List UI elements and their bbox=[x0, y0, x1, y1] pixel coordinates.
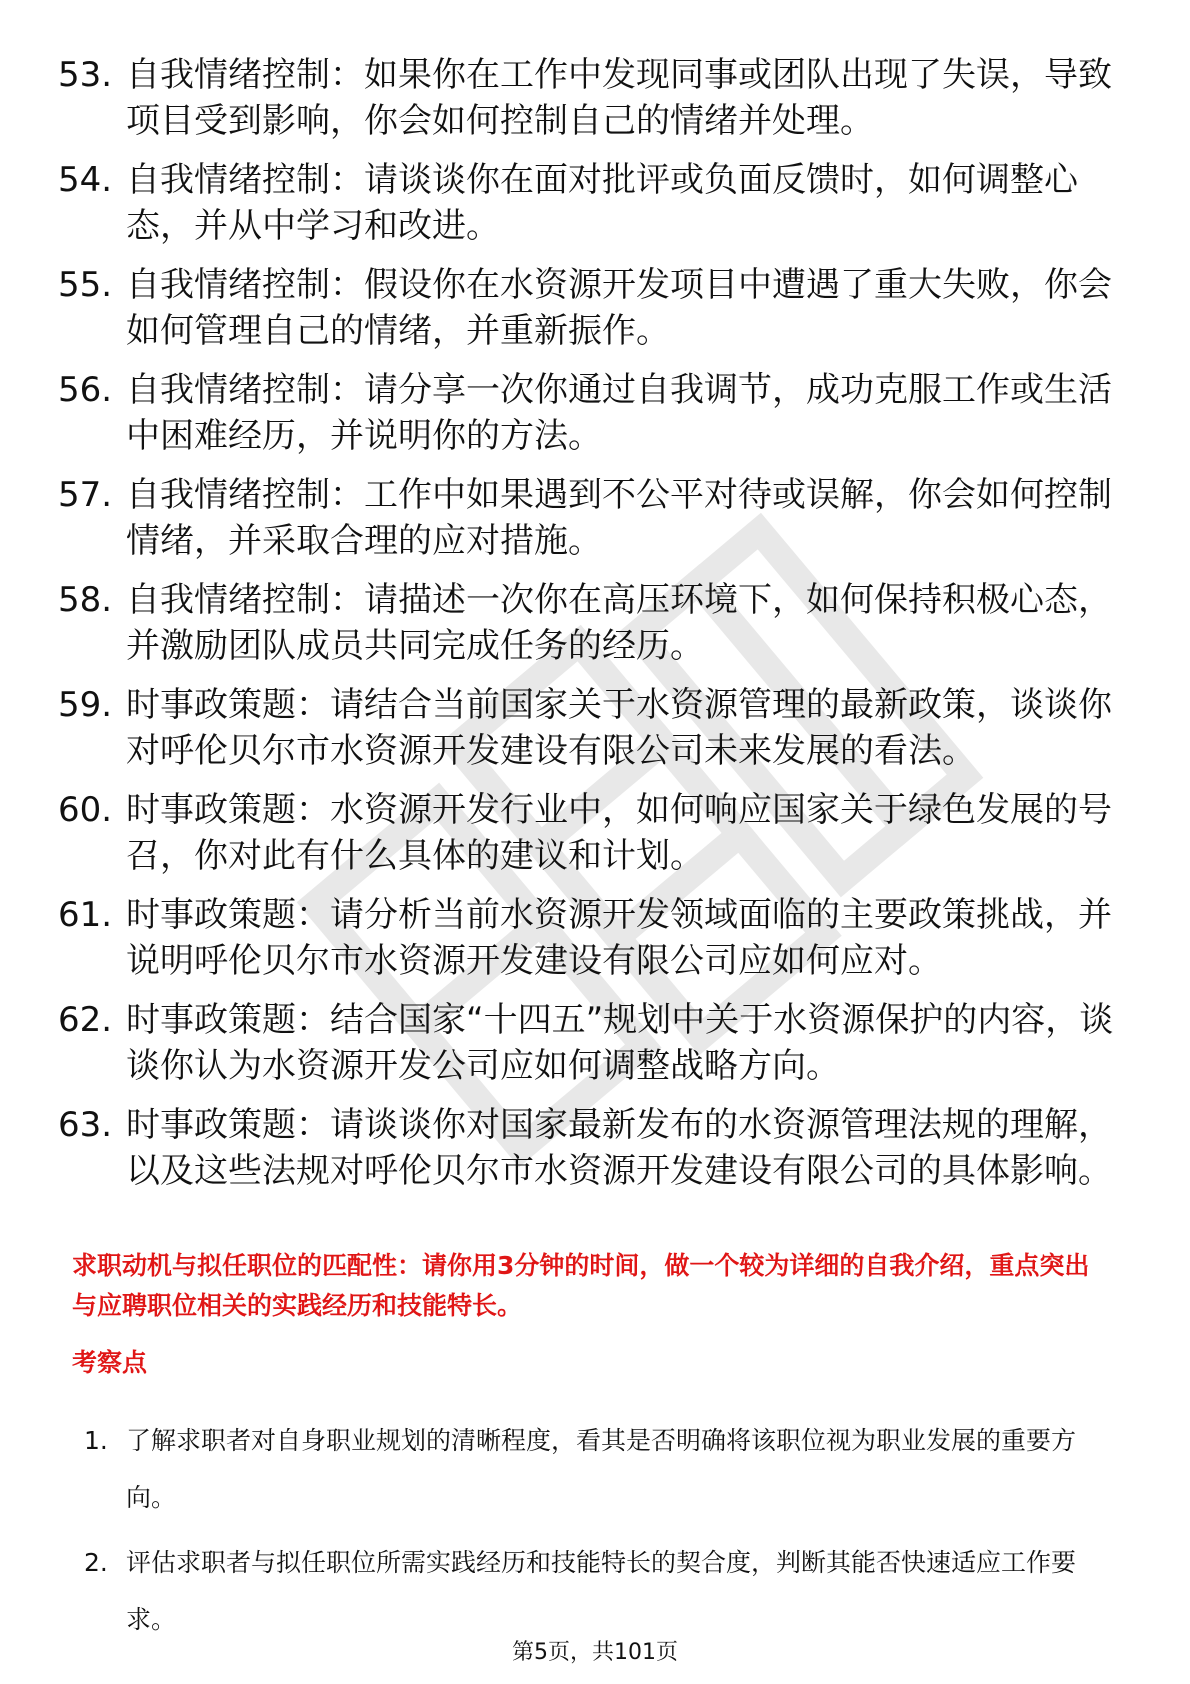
question-item bbox=[58, 367, 1118, 459]
question-item bbox=[58, 682, 1118, 774]
question-text: 自我情绪控制：工作中如果遇到不公平对待或误解，你会如何控制情绪，并采取合理的应对措施。 bbox=[126, 475, 1112, 561]
assessment-points-heading: 考察点 bbox=[72, 1348, 148, 1377]
question-item bbox=[58, 472, 1118, 564]
question-number: 59. bbox=[58, 685, 113, 725]
assessment-point-text: 了解求职者对自身职业规划的清晰程度，看其是否明确将该职位视为职业发展的重要方向。 bbox=[126, 1426, 1077, 1512]
question-item bbox=[58, 1102, 1118, 1194]
question-text: 时事政策题：水资源开发行业中，如何响应国家关于绿色发展的号召，你对此有什么具体的建议和计划。 bbox=[126, 790, 1112, 876]
question-text: 自我情绪控制：请描述一次你在高压环境下，如何保持积极心态，并激励团队成员共同完成任务的经历。 bbox=[126, 580, 1112, 666]
page-footer: 第5页，共101页 bbox=[512, 1640, 678, 1665]
question-number: 61. bbox=[58, 895, 113, 935]
question-item bbox=[58, 577, 1118, 669]
question-text: 时事政策题：请谈谈你对国家最新发布的水资源管理法规的理解，以及这些法规对呼伦贝尔市水资源开发建设有限公司的具体影响。 bbox=[126, 1105, 1112, 1191]
question-number: 53. bbox=[58, 55, 113, 95]
question-text: 自我情绪控制：假设你在水资源开发项目中遭遇了重大失败，你会如何管理自己的情绪，并重新振作。 bbox=[126, 265, 1112, 351]
question-text: 自我情绪控制：如果你在工作中发现同事或团队出现了失误，导致项目受到影响，你会如何控制自己的情绪并处理。 bbox=[126, 55, 1112, 141]
motive-question: 求职动机与拟任职位的匹配性：请你用3分钟的时间，做一个较为详细的自我介绍，重点突出与应聘职位相关的实践经历和技能特长。 bbox=[72, 1251, 1090, 1320]
question-item bbox=[58, 52, 1118, 144]
assessment-point-number: 2. bbox=[84, 1548, 108, 1577]
question-text: 时事政策题：请分析当前水资源开发领域面临的主要政策挑战，并说明呼伦贝尔市水资源开发建设有限公司应如何应对。 bbox=[126, 895, 1112, 981]
question-text: 时事政策题：请结合当前国家关于水资源管理的最新政策，谈谈你对呼伦贝尔市水资源开发建设有限公司未来发展的看法。 bbox=[126, 685, 1112, 771]
question-number: 57. bbox=[58, 475, 113, 515]
assessment-point-text: 评估求职者与拟任职位所需实践经历和技能特长的契合度，判断其能否快速适应工作要求。 bbox=[126, 1548, 1077, 1634]
question-item bbox=[58, 157, 1118, 249]
question-item bbox=[58, 997, 1118, 1089]
question-number: 62. bbox=[58, 1000, 113, 1040]
question-number: 60. bbox=[58, 790, 113, 830]
question-number: 55. bbox=[58, 265, 113, 305]
question-number: 58. bbox=[58, 580, 113, 620]
question-number: 63. bbox=[58, 1105, 113, 1145]
question-item bbox=[58, 787, 1118, 879]
assessment-point bbox=[84, 1534, 1114, 1648]
question-number: 56. bbox=[58, 370, 113, 410]
question-text: 时事政策题：结合国家“十四五”规划中关于水资源保护的内容，谈谈你认为水资源开发公司应如何调整战略方向。 bbox=[126, 1000, 1114, 1086]
question-item bbox=[58, 262, 1118, 354]
question-text: 自我情绪控制：请分享一次你通过自我调节，成功克服工作或生活中困难经历，并说明你的方法。 bbox=[126, 370, 1112, 456]
question-number: 54. bbox=[58, 160, 113, 200]
assessment-point bbox=[84, 1412, 1114, 1526]
question-list bbox=[58, 52, 1118, 1207]
assessment-point-number: 1. bbox=[84, 1426, 108, 1455]
assessment-points-list bbox=[84, 1412, 1114, 1656]
question-item bbox=[58, 892, 1118, 984]
question-text: 自我情绪控制：请谈谈你在面对批评或负面反馈时，如何调整心态，并从中学习和改进。 bbox=[126, 160, 1078, 246]
